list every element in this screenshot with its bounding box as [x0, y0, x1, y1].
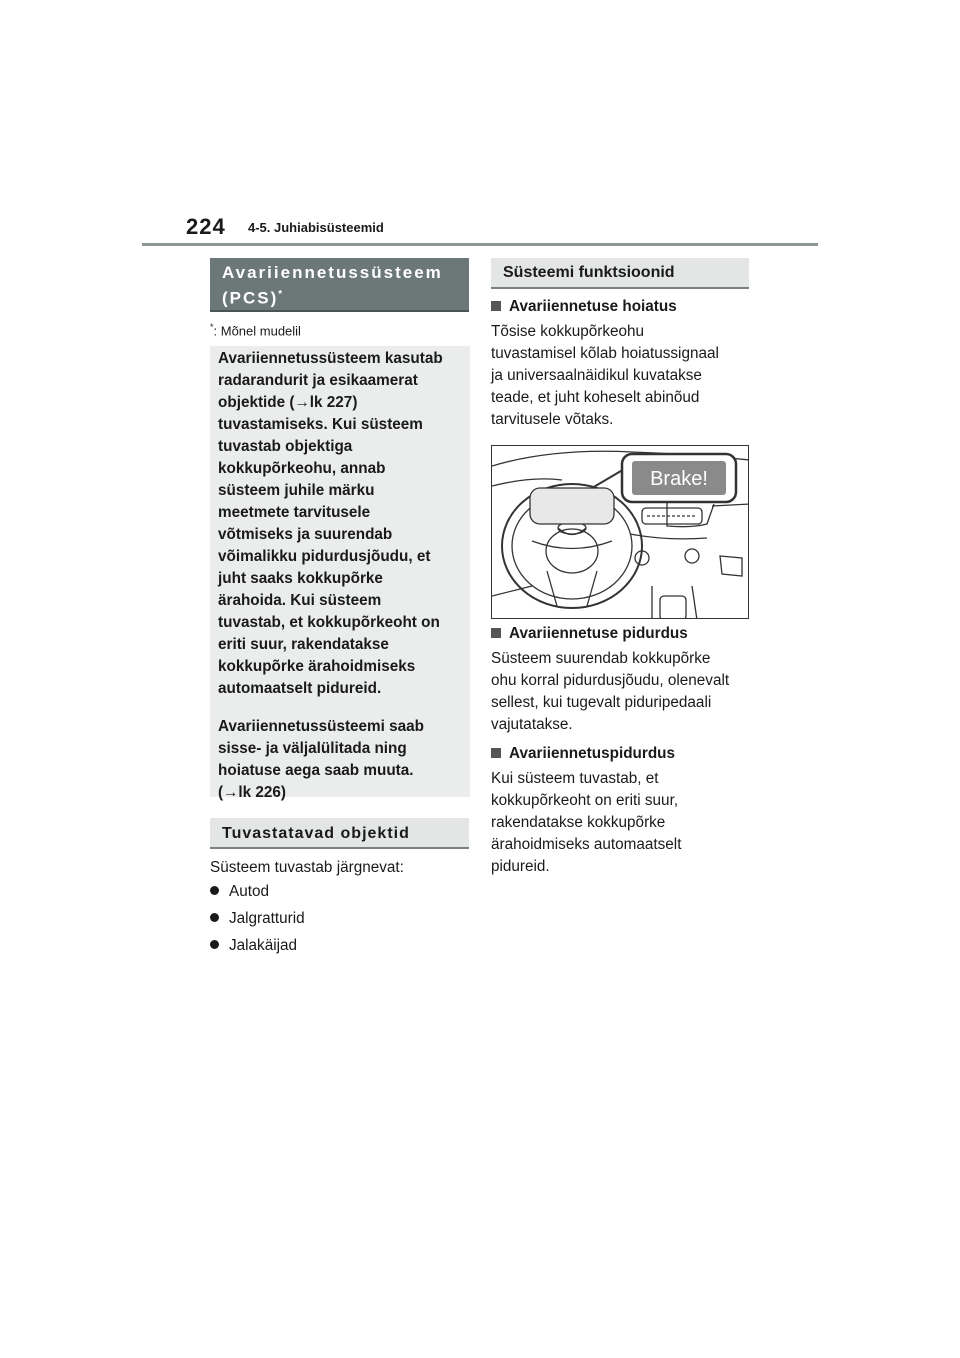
summary-line: tuvastab objektiga [218, 438, 353, 455]
page-number: 224 [186, 214, 226, 239]
summary-line: kokkupõrke ärahoidmiseks [218, 658, 416, 675]
bullet-icon [210, 886, 219, 895]
dashboard-illustration [491, 445, 749, 619]
summary-paragraph-2 [218, 716, 462, 804]
summary-line: juht saaks kokkupõrke [218, 570, 383, 587]
pcs-heading-line1: Avariiennetussüsteem [222, 263, 443, 282]
summary-paragraph-1 [218, 348, 462, 700]
footnote-text: : Mõnel mudelil [213, 323, 301, 339]
detect-heading: Tuvastatavad objektid [210, 818, 469, 849]
dashboard-drawing [492, 446, 749, 619]
detect-item [210, 908, 305, 930]
pcs-heading [210, 258, 469, 312]
auto-braking-line: kokkupõrkeoht on eriti suur, [491, 792, 679, 809]
detect-intro: Süsteem tuvastab järgnevat: [210, 859, 404, 876]
summary-line: võimalikku pidurdusjõudu, et [218, 548, 431, 565]
summary-line: (→lk 226) [218, 784, 287, 801]
footnote-mark: * [210, 322, 214, 332]
summary-line: kokkupõrkeohu, annab [218, 460, 386, 477]
summary-line: automaatselt pidureid. [218, 680, 382, 697]
warning-text [491, 321, 751, 431]
warning-line: Tõsise kokkupõrkeohu [491, 323, 645, 340]
summary-box [210, 346, 470, 801]
summary-line: süsteem juhile märku [218, 482, 375, 499]
bullet-icon [210, 913, 219, 922]
square-bullet-icon [491, 748, 501, 758]
summary-line: objektide (→lk 227) [218, 394, 358, 411]
auto-braking-line: ärahoidmiseks automaatselt [491, 836, 682, 853]
auto-braking-line: Kui süsteem tuvastab, et [491, 770, 659, 787]
braking-subheading [491, 623, 688, 645]
brake-message: Brake! [650, 468, 708, 490]
summary-line: tuvastamiseks. Kui süsteem [218, 416, 423, 433]
braking-title: Avariiennetuse pidurdus [509, 625, 688, 642]
warning-title: Avariiennetuse hoiatus [509, 298, 677, 315]
braking-line: vajutatakse. [491, 716, 573, 733]
detect-item [210, 881, 269, 903]
detect-item-label: Jalakäijad [229, 937, 298, 954]
auto-braking-subheading [491, 743, 675, 765]
auto-braking-line: pidureid. [491, 858, 550, 875]
braking-line: ohu korral pidurdusjõudu, olenevalt [491, 672, 730, 689]
summary-line: hoiatuse aega saab muuta. [218, 762, 414, 779]
detect-item-label: Autod [229, 883, 269, 900]
summary-line: Avariiennetussüsteem kasutab [218, 350, 443, 367]
summary-line: Avariiennetussüsteemi saab [218, 718, 425, 735]
warning-line: ja universaalnäidikul kuvatakse [491, 367, 702, 384]
pcs-heading-line2: (PCS) [222, 288, 279, 308]
pcs-heading-mark: * [278, 289, 285, 300]
warning-line: tarvitusele võtaks. [491, 411, 614, 428]
pcs-heading-line2-wrap [222, 284, 457, 310]
auto-braking-text [491, 768, 751, 878]
braking-line: sellest, kui tugevalt piduripedaali [491, 694, 712, 711]
footnote [210, 322, 301, 338]
functions-heading: Süsteemi funktsioonid [491, 258, 749, 289]
header-rule [142, 243, 818, 246]
summary-line: meetmete tarvitusele [218, 504, 371, 521]
square-bullet-icon [491, 301, 501, 311]
braking-line: Süsteem suurendab kokkupõrke [491, 650, 711, 667]
warning-line: teade, et juht koheselt abinõud [491, 389, 700, 406]
warning-line: tuvastamisel kõlab hoiatussignaal [491, 345, 719, 362]
bullet-icon [210, 940, 219, 949]
auto-braking-title: Avariiennetuspidurdus [509, 745, 676, 762]
warning-subheading [491, 296, 677, 318]
auto-braking-line: rakendatakse kokkupõrke [491, 814, 666, 831]
summary-line: sisse- ja väljalülitada ning [218, 740, 407, 757]
summary-line: eriti suur, rakendatakse [218, 636, 389, 653]
summary-line: ärahoida. Kui süsteem [218, 592, 382, 609]
summary-line: võtmiseks ja suurendab [218, 526, 393, 543]
summary-line: radarandurit ja esikaamerat [218, 372, 418, 389]
braking-text [491, 648, 751, 736]
detect-item-label: Jalgratturid [229, 910, 305, 927]
section-title: 4-5. Juhiabisüsteemid [248, 220, 384, 235]
square-bullet-icon [491, 628, 501, 638]
detect-item [210, 935, 297, 957]
summary-line: tuvastab, et kokkupõrkeoht on [218, 614, 440, 631]
